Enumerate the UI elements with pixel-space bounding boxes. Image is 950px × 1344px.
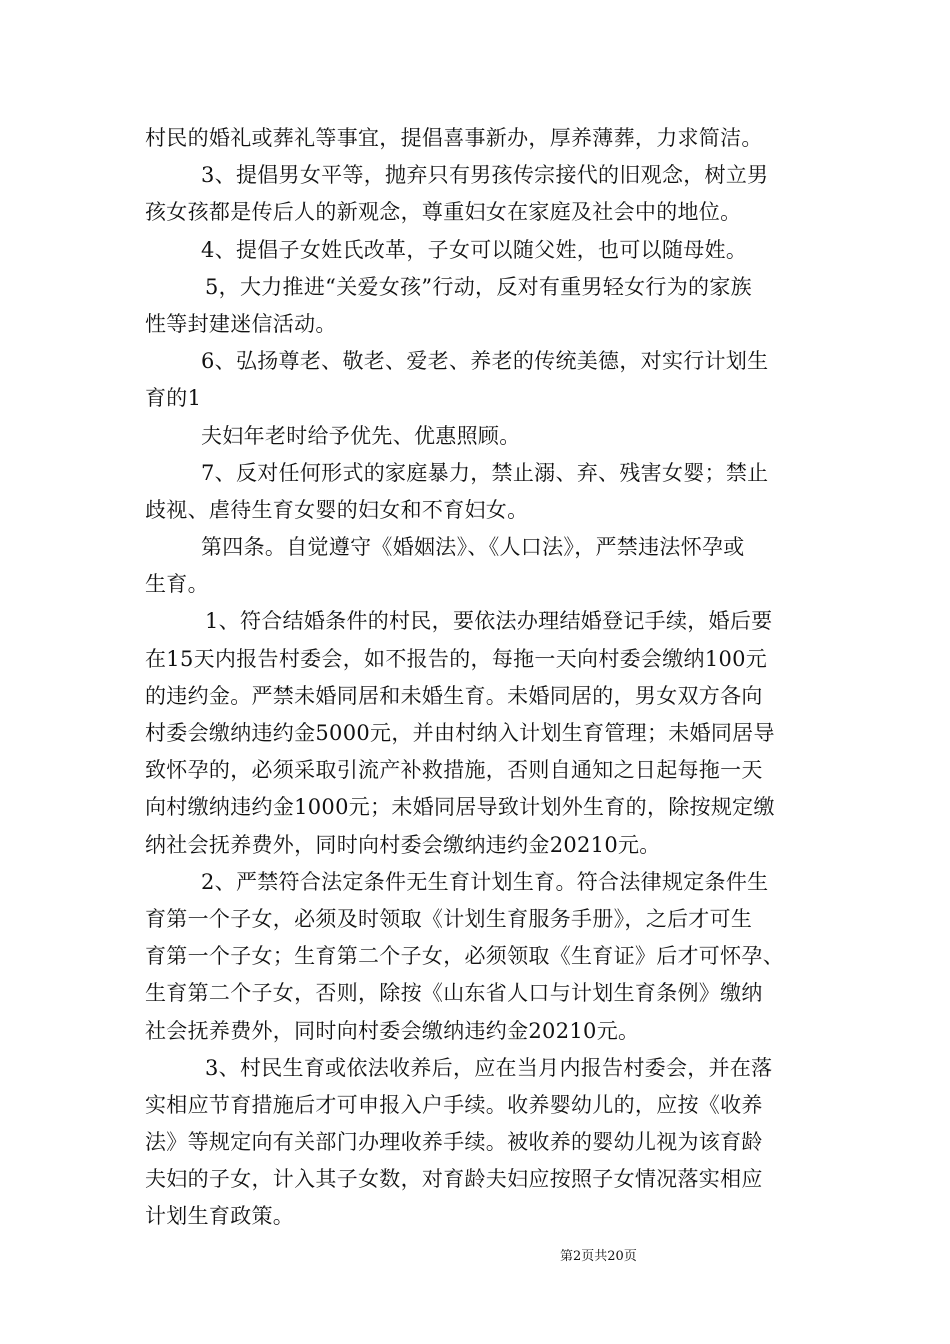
text-line: 夫妇的子女，计入其子女数，对育龄夫妇应按照子女情况落实相应 <box>145 1167 763 1192</box>
text-line: 社会抚养费外，同时向村委会缴纳违约金20210元。 <box>145 1018 640 1043</box>
text-line: 孩女孩都是传后人的新观念，尊重妇女在家庭及社会中的地位。 <box>145 200 742 225</box>
page-number-footer: 第2页共20页 <box>560 1249 637 1264</box>
text-line: 2、严禁符合法定条件无生育计划生育。符合法律规定条件生 <box>201 869 769 894</box>
text-line: 育第一个子女，必须及时领取《计划生育服务手册》，之后才可生 <box>145 906 753 931</box>
text-line: 育的1 <box>145 386 202 411</box>
text-line: 村委会缴纳违约金5000元，并由村纳入计划生育管理；未婚同居导 <box>145 721 775 745</box>
text-line: 村民的婚礼或葬礼等事宜，提倡喜事新办，厚养薄葬，力求简洁。 <box>145 126 763 150</box>
text-line: 生育。 <box>145 572 209 597</box>
text-line: 7、反对任何形式的家庭暴力，禁止溺、弃、残害女婴；禁止 <box>201 460 769 485</box>
text-line: 第四条。自觉遵守《婚姻法》、《人口法》，严禁违法怀孕或 <box>201 535 745 560</box>
text-line: 纳社会抚养费外，同时向村委会缴纳违约金20210元。 <box>145 832 661 857</box>
text-line: 3、村民生育或依法收养后，应在当月内报告村委会，并在落 <box>205 1055 773 1080</box>
text-line: 计划生育政策。 <box>145 1204 295 1229</box>
text-line: 1、符合结婚条件的村民，要依法办理结婚登记手续，婚后要 <box>205 609 773 634</box>
text-line: 歧视、虐待生育女婴的妇女和不育妇女。 <box>145 497 529 522</box>
text-line: 育第一个子女；生育第二个子女，必须领取《生育证》后才可怀孕、 <box>145 944 784 969</box>
text-line: 生育第二个子女，否则，除按《山东省人口与计划生育条例》缴纳 <box>145 981 763 1006</box>
text-line: 4、提倡子女姓氏改革，子女可以随父姓，也可以随母姓。 <box>201 237 748 262</box>
text-line: 6、弘扬尊老、敬老、爱老、养老的传统美德，对实行计划生 <box>201 349 769 374</box>
text-line: 向村缴纳违约金1000元；未婚同居导致计划外生育的，除按规定缴 <box>145 795 775 820</box>
text-line: 的违约金。严禁未婚同居和未婚生育。未婚同居的，男女双方各向 <box>145 683 763 708</box>
text-line: 3、提倡男女平等，抛弃只有男孩传宗接代的旧观念，树立男 <box>201 163 769 188</box>
text-line: 致怀孕的，必须采取引流产补救措施，否则自通知之日起每拖一天 <box>145 758 763 783</box>
text-line: 在15天内报告村委会，如不报告的，每拖一天向村委会缴纳100元 <box>145 646 768 671</box>
body-text <box>145 120 815 1236</box>
text-line: 实相应节育措施后才可申报入户手续。收养婴幼儿的，应按《收养 <box>145 1092 763 1117</box>
text-line: 夫妇年老时给予优先、优惠照顾。 <box>201 423 521 448</box>
text-line: 法》等规定向有关部门办理收养手续。被收养的婴幼儿视为该育龄 <box>145 1130 763 1155</box>
text-line: 5，大力推进“关爱女孩”行动，反对有重男轻女行为的家族 <box>205 274 752 299</box>
text-line: 性等封建迷信活动。 <box>145 311 337 336</box>
